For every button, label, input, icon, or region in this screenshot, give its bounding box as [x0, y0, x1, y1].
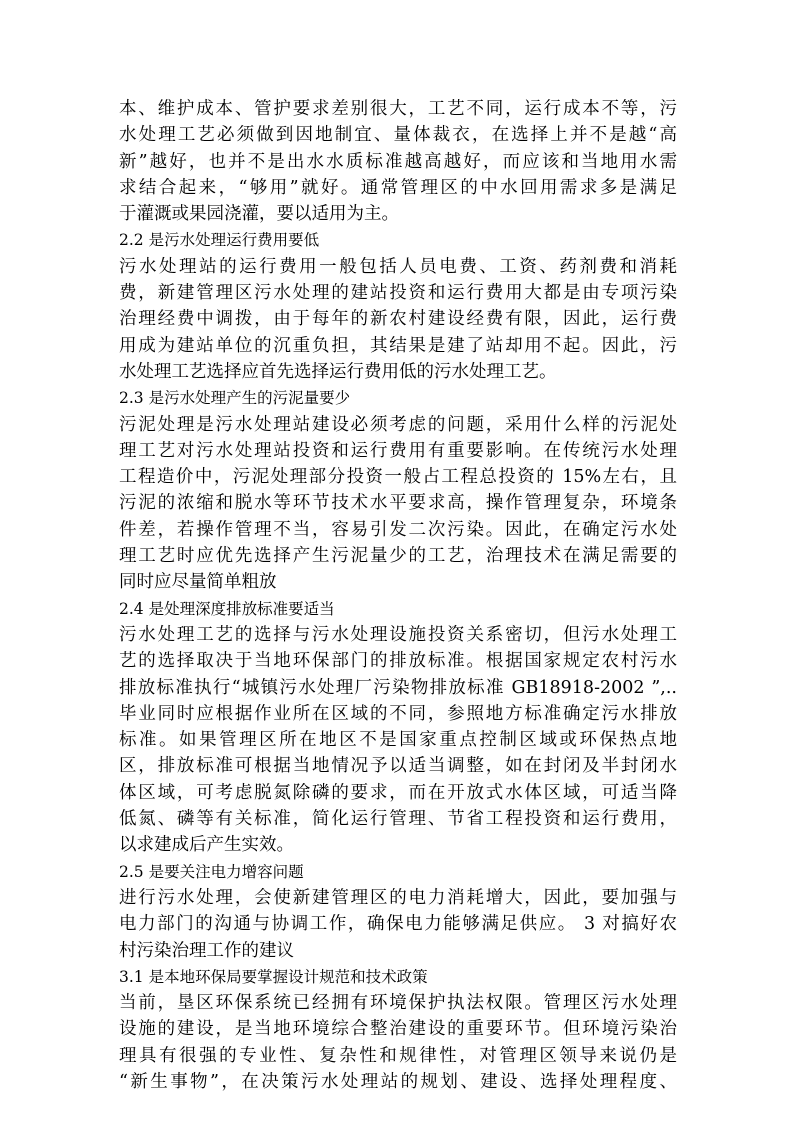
text-line: 水处理工艺选择应首先选择运行费用低的污水处理工艺。 [119, 361, 557, 382]
text-line: 理工艺对污水处理站投资和运行费用有重要影响。在传统污水处理 [119, 440, 677, 461]
text-line: 新”越好，也并不是出水水质标准越高越好，而应该和当地用水需 [119, 151, 677, 172]
text-line: 求结合起来，“够用”就好。通常管理区的中水回用需求多是满足 [119, 177, 677, 198]
text-line: 以求建成后产生实效。 [119, 835, 294, 856]
text-line: 工程造价中，污泥处理部分投资一般占工程总投资的 15%左右，且 [119, 467, 677, 488]
text-line: 排放标准执行“城镇污水处理厂污染物排放标准 GB18918-2002 ”,.. [119, 677, 677, 698]
text-line: 于灌溉或果园浇灌，要以适用为主。 [119, 204, 399, 225]
text-line: 毕业同时应根据作业所在区域的不同，参照地方标准确定污水排放 [119, 703, 677, 724]
text-line: 理具有很强的专业性、复杂性和规律性，对管理区领导来说仍是 [119, 1045, 677, 1066]
text-line: 同时应尽量简单粗放 [119, 572, 277, 593]
section-heading: 2.5 是要关注电力增容问题 [119, 862, 304, 881]
section-heading: 2.2 是污水处理运行费用要低 [119, 231, 320, 250]
text-line: 低氮、磷等有关标准，简化运行管理、节省工程投资和运行费用， [119, 809, 677, 830]
text-line: 水处理工艺必须做到因地制宜、量体裁衣，在选择上并不是越“高 [119, 125, 677, 146]
text-line: 村污染治理工作的建议 [119, 940, 294, 961]
text-line: 体区域，可考虑脱氮除磷的要求，而在开放式水体区域，可适当降 [119, 782, 677, 803]
text-line: 电力部门的沟通与协调工作，确保电力能够满足供应。 3 对搞好农 [119, 914, 677, 935]
text-line: 标准。如果管理区所在地区不是国家重点控制区域或环保热点地 [119, 730, 677, 751]
text-line: 污泥的浓缩和脱水等环节技术水平要求高，操作管理复杂，环境条 [119, 493, 677, 514]
text-line: 污水处理站的运行费用一般包括人员电费、工资、药剂费和消耗 [119, 256, 677, 277]
text-line: 治理经费中调拨，由于每年的新农村建设经费有限，因此，运行费 [119, 309, 677, 330]
document-body [119, 96, 677, 1095]
text-line: 区，排放标准可根据当地情况予以适当调整，如在封闭及半封闭水 [119, 756, 677, 777]
text-line: 理工艺时应优先选择产生污泥量少的工艺，治理技术在满足需要的 [119, 546, 677, 567]
text-line: 当前，垦区环保系统已经拥有环境保护执法权限。管理区污水处理 [119, 993, 677, 1014]
text-line: 费，新建管理区污水处理的建站投资和运行费用大都是由专项污染 [119, 283, 677, 304]
text-line: 件差，若操作管理不当，容易引发二次污染。因此，在确定污水处 [119, 519, 677, 540]
text-line: 污泥处理是污水处理站建设必须考虑的问题，采用什么样的污泥处 [119, 414, 677, 435]
section-heading: 3.1 是本地环保局要掌握设计规范和技术政策 [119, 967, 428, 986]
text-line: 用成为建站单位的沉重负担，其结果是建了站却用不起。因此，污 [119, 335, 677, 356]
text-line: 进行污水处理，会使新建管理区的电力消耗增大，因此，要加强与 [119, 887, 677, 908]
text-line: 设施的建设，是当地环境综合整治建设的重要环节。但环境污染治 [119, 1019, 677, 1040]
text-line: 污水处理工艺的选择与污水处理设施投资关系密切，但污水处理工 [119, 624, 677, 645]
text-line: 艺的选择取决于当地环保部门的排放标准。根据国家规定农村污水 [119, 651, 677, 672]
text-line: 本、维护成本、管护要求差别很大，工艺不同，运行成本不等，污 [119, 99, 677, 119]
section-heading: 2.4 是处理深度排放标准要适当 [119, 599, 335, 618]
text-line: “新生事物”，在决策污水处理站的规划、建设、选择处理程度、 [119, 1071, 677, 1092]
section-heading: 2.3 是污水处理产生的污泥量要少 [119, 389, 351, 408]
